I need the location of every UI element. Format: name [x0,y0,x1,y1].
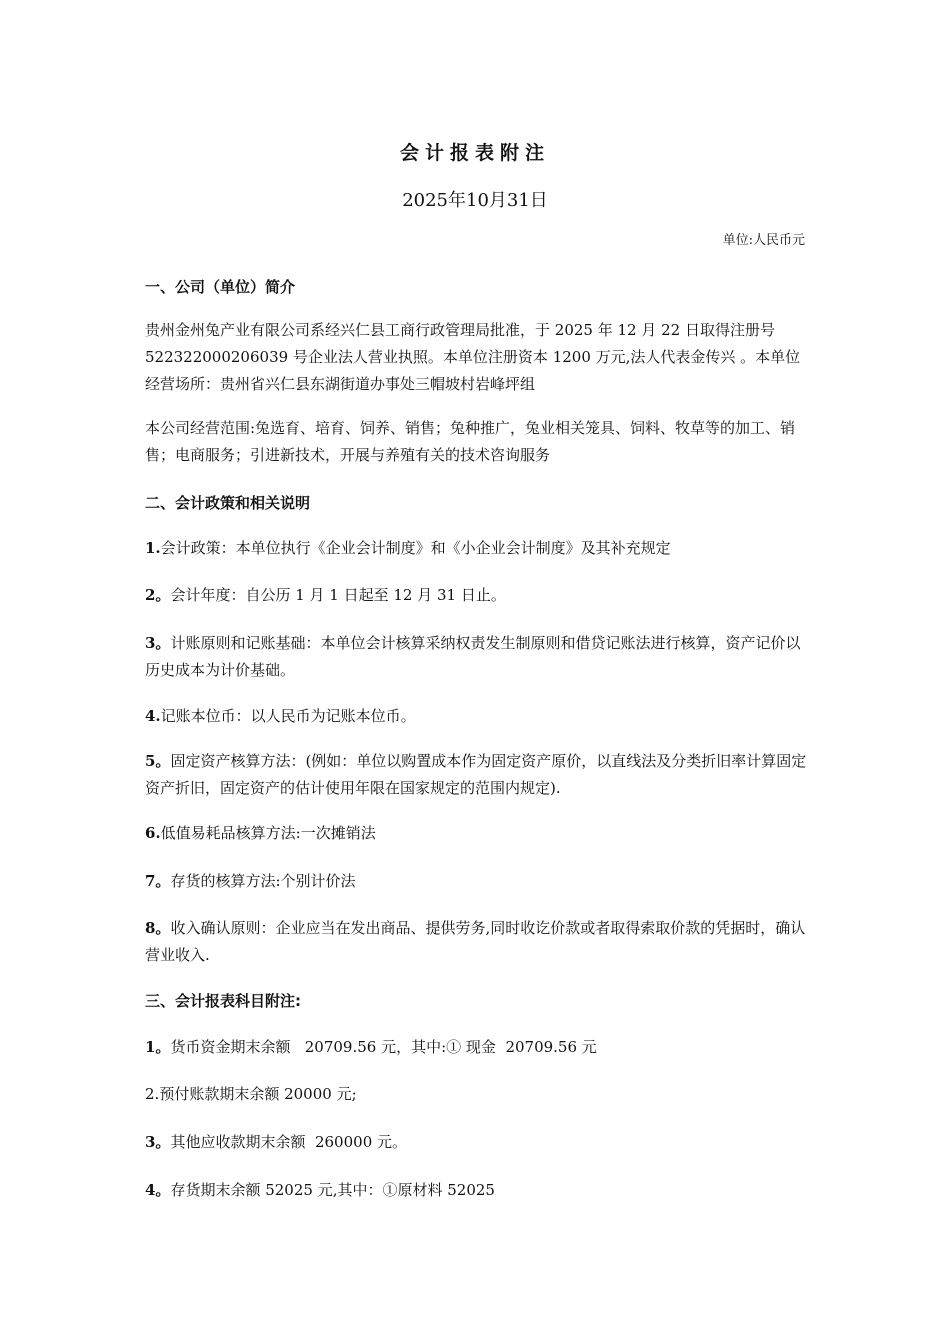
item-text: 存货的核算方法:个别计价法 [170,872,356,890]
item-number: 5。 [145,752,171,770]
item-number: 3。 [145,634,171,652]
policy-item [145,630,810,684]
policy-item [145,703,810,730]
item-number: 3。 [145,1133,171,1151]
account-note-item [145,1081,810,1108]
item-text: 会计年度：自公历 1 月 1 日起至 12 月 31 日止。 [170,586,506,604]
item-number: 2。 [145,586,171,604]
policy-item [145,868,810,895]
policy-item [145,535,810,562]
item-number: 4。 [145,1181,171,1199]
policy-item [145,582,810,609]
section-heading-notes: 三、会计报表科目附注: [145,992,301,1010]
item-number: 1. [145,539,161,557]
account-note-item [145,1177,810,1204]
document-title: 会计报表附注 [399,142,550,164]
currency-unit: 单位:人民币元 [722,233,805,248]
item-text: 预付账款期末余额 20000 元; [159,1085,357,1103]
policy-item [145,820,810,847]
item-number: 7。 [145,872,171,890]
section-heading-company: 一、公司（单位）简介 [145,278,296,296]
item-text: 收入确认原则：企业应当在发出商品、提供劳务,同时收讫价款或者取得索取价款的凭据时，确认营业收入. [145,919,806,964]
item-text: 记账本位币：以人民币为记账本位币。 [160,707,416,725]
item-text: 固定资产核算方法：(例如：单位以购置成本作为固定资产原价，以直线法及分类折旧率计算固定资产折旧，固定资产的估计使用年限在国家规定的范围内规定). [145,752,807,797]
report-date: 2025年10月31日 [402,190,548,211]
item-number: 8。 [145,919,171,937]
item-text: 低值易耗品核算方法:一次摊销法 [160,824,376,842]
item-number: 2. [145,1085,160,1103]
business-scope-paragraph: 本公司经营范围:兔选育、培育、饲养、销售；兔种推广，兔业相关笼具、饲料、牧草等的加工、销售；电商服务；引进新技术，开展与养殖有关的技术咨询服务 [145,419,796,464]
item-text: 货币资金期末余额 20709.56 元，其中:① 现金 20709.56 元 [170,1038,597,1056]
account-note-item [145,1034,810,1061]
item-text: 计账原则和记账基础：本单位会计核算采纳权责发生制原则和借贷记账法进行核算，资产记价以历史成本为计价基础。 [145,634,801,679]
item-number: 1。 [145,1038,171,1056]
company-intro-paragraph: 贵州金州兔产业有限公司系经兴仁县工商行政管理局批准，于 2025 年 12 月 22 日取得注册号 522322000206039 号企业法人营业执照。本单位注册资本 1200 万元,法人代表金传兴 。本单位经营场所：贵州省兴仁县东湖街道办事处三帽坡村岩峰坪组 [145,321,801,393]
item-text: 存货期末余额 52025 元,其中：①原材料 52025 [170,1181,495,1199]
item-number: 6. [145,824,161,842]
policy-item [145,748,810,802]
item-text: 会计政策：本单位执行《企业会计制度》和《小企业会计制度》及其补充规定 [160,539,671,557]
account-note-item [145,1129,810,1156]
item-text: 其他应收款期末余额 260000 元。 [170,1133,408,1151]
section-heading-policies: 二、会计政策和相关说明 [145,494,311,512]
policy-item [145,915,810,969]
item-number: 4. [145,707,161,725]
